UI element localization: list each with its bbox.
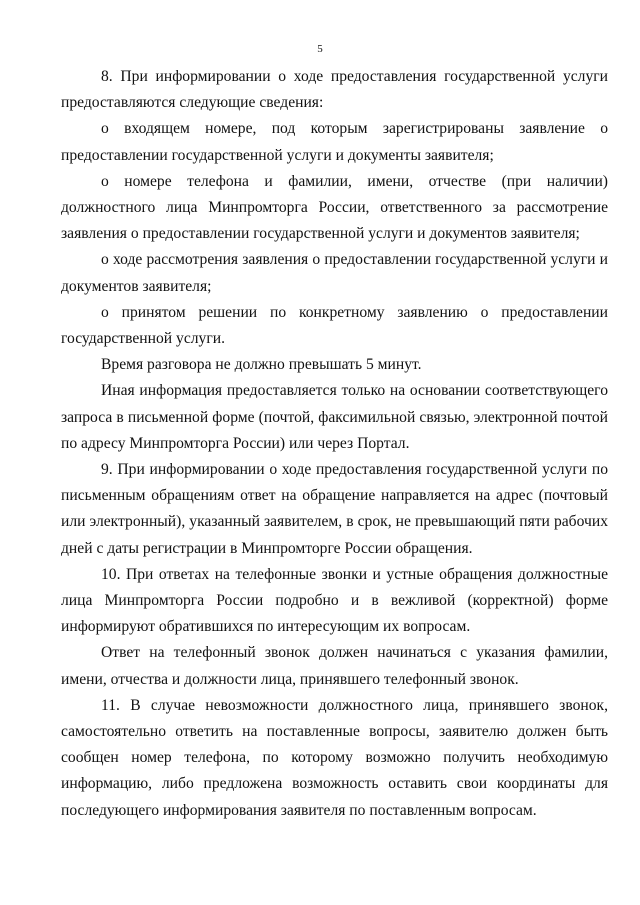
paragraph-call-duration: Время разговора не должно превышать 5 минут. (101, 356, 422, 374)
paragraph-other-information: Иная информация предоставляется только на основании соответствующего запроса в письменной форме (почтой, факсимильной связью, электронной почтой по адресу Минпромторга России) или через Портал. (61, 382, 608, 452)
paragraph-11-redirect: 11. В случае невозможности должностного лица, принявшего звонок, самостоятельно ответить на поставленные вопросы, заявителю должен быть сообщен номер телефона, по которому возможно получить необходимую информацию, либо предложена возможность оставить свои координаты для последующего информирования заявителя по поставленным вопросам. (61, 696, 608, 819)
list-item-review-progress: о ходе рассмотрения заявления о предоставлении государственной услуги и документов заявителя; (61, 251, 608, 295)
paragraph-9-written-requests: 9. При информировании о ходе предоставления государственной услуги по письменным обращениям ответ на обращение направляется на адрес (почтовый или электронный), указанный заявителем, в срок, не превышающий пяти рабочих дней с даты регистрации в Минпромторге России обращения. (61, 461, 608, 557)
paragraph-8-intro: 8. При информировании о ходе предоставления государственной услуги предоставляются следующие сведения: (61, 68, 608, 112)
paragraph-call-greeting: Ответ на телефонный звонок должен начинаться с указания фамилии, имени, отчества и должности лица, принявшего телефонный звонок. (61, 644, 608, 688)
list-item-incoming-number: о входящем номере, под которым зарегистрированы заявление о предоставлении государственной услуги и документы заявителя; (61, 120, 608, 164)
page-number: 5 (317, 43, 323, 55)
paragraph-10-phone-calls: 10. При ответах на телефонные звонки и устные обращения должностные лица Минпромторга России подробно и в вежливой (корректной) форме информируют обратившихся по интересующим их вопросам. (61, 565, 608, 636)
document-body (61, 64, 608, 824)
list-item-decision: о принятом решении по конкретному заявлению о предоставлении государственной услуги. (61, 303, 608, 348)
list-item-responsible-official: о номере телефона и фамилии, имени, отчестве (при наличии) должностного лица Минпромторга России, ответственного за рассмотрение заявления о предоставлении государственной услуги и документов заявителя; (61, 172, 608, 243)
